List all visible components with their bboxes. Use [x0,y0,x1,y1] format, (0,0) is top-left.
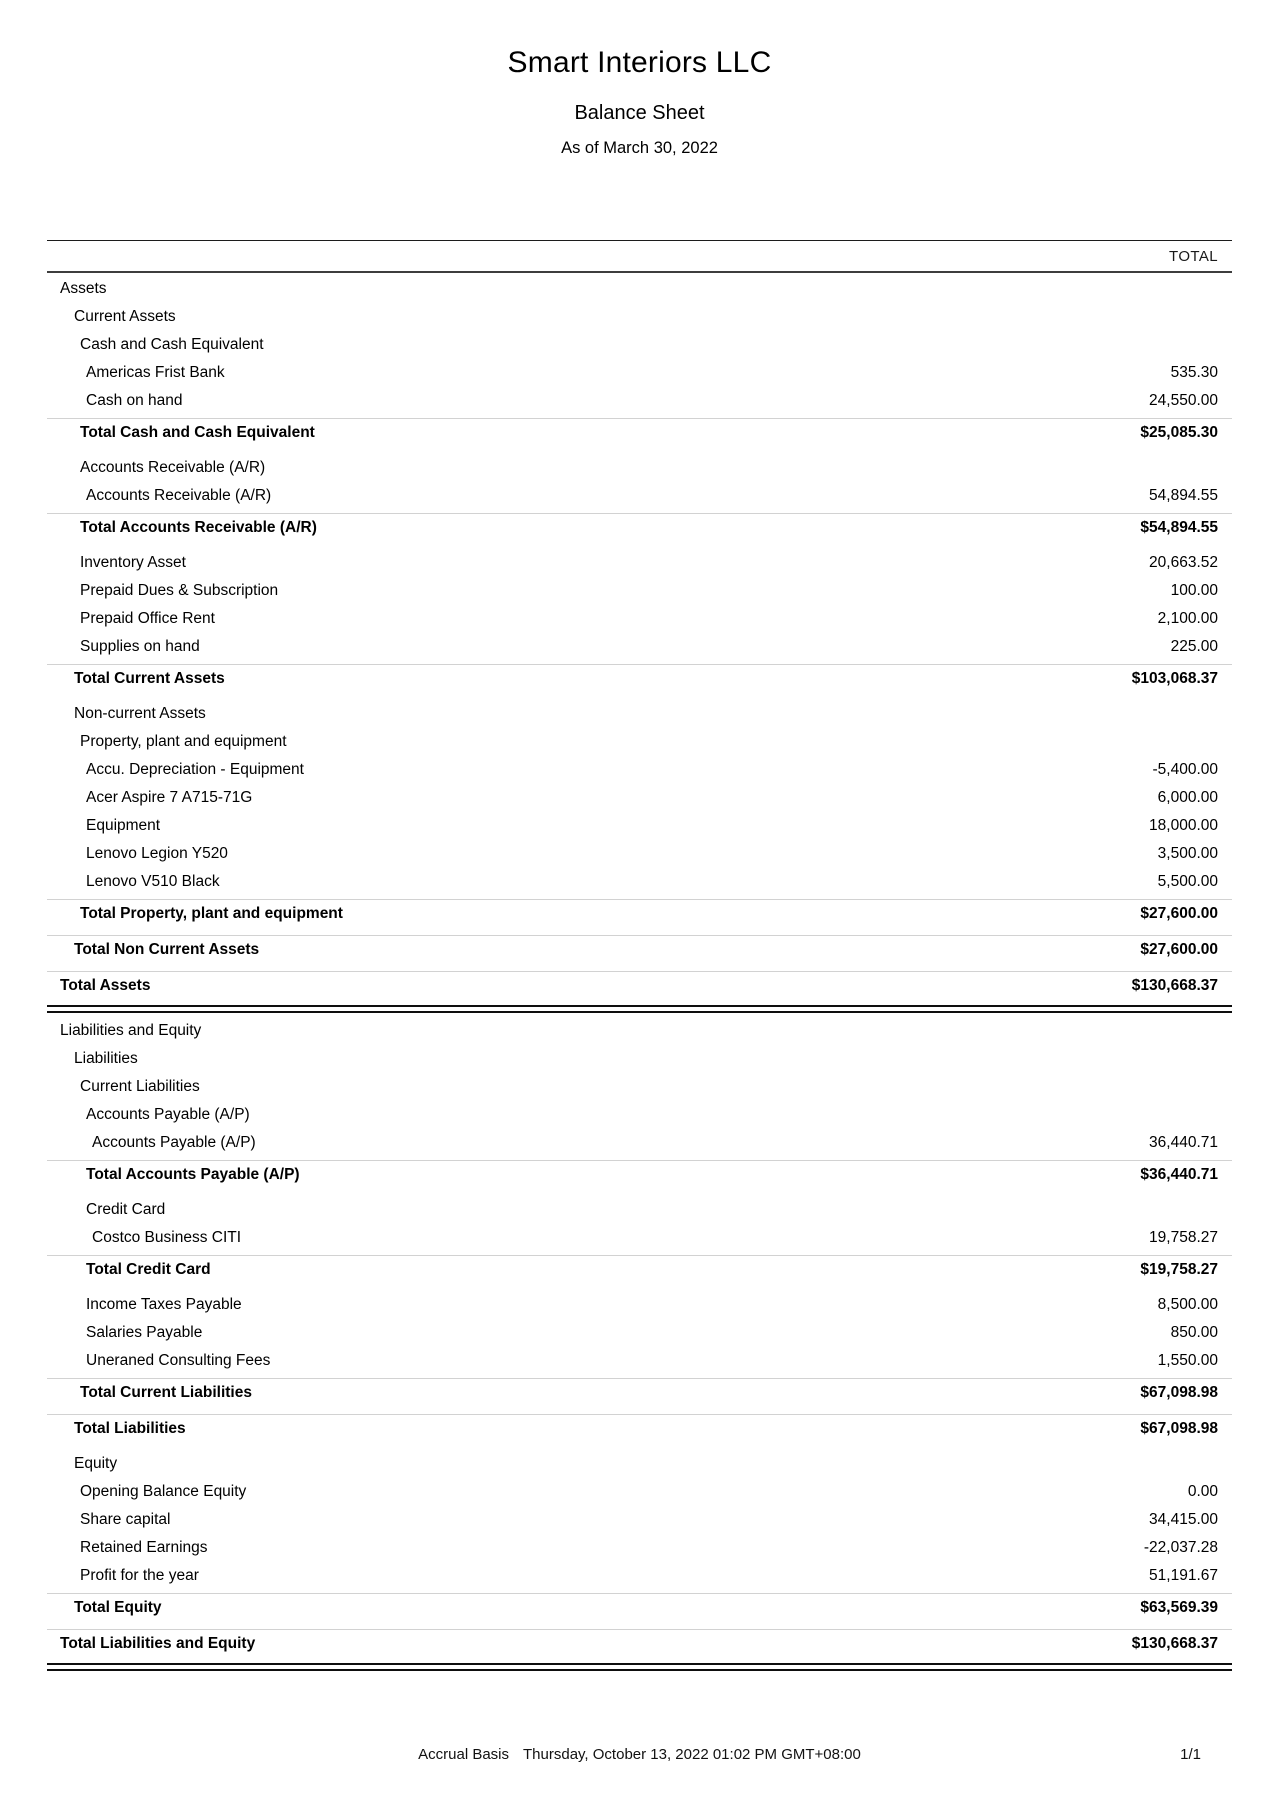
row-value: 850.00 [1170,1324,1218,1341]
table-row [47,359,1232,387]
row-label: Costco Business CITI [92,1229,242,1246]
row-value: 1,550.00 [1157,1352,1218,1369]
row-label: Liabilities and Equity [60,1022,202,1039]
row-label: Accounts Payable (A/P) [86,1106,250,1123]
table-row [47,633,1232,661]
balance-sheet-rows [47,273,1232,1671]
row-label: Inventory Asset [80,554,186,571]
footer-center-text [0,1746,1279,1763]
row-value: 6,000.00 [1157,789,1218,806]
row-label: Total Accounts Receivable (A/R) [80,519,317,536]
table-row [47,868,1232,896]
table-row [47,513,1232,542]
table-row [47,1562,1232,1590]
row-value: $67,098.98 [1140,1384,1218,1401]
table-row [47,1129,1232,1157]
table-row [47,1101,1232,1129]
table-row [47,899,1232,928]
table-row [47,1017,1232,1045]
row-value: 8,500.00 [1157,1296,1218,1313]
double-rule-divider [47,1005,1232,1013]
table-row [47,1478,1232,1506]
table-row [47,303,1232,331]
table-row [47,1629,1232,1658]
row-value: 18,000.00 [1149,817,1218,834]
double-rule-divider [47,1663,1232,1671]
table-row [47,728,1232,756]
row-label: Accounts Receivable (A/R) [86,487,272,504]
row-label: Lenovo V510 Black [86,873,220,890]
row-label: Equity [74,1455,118,1472]
row-label: Accounts Payable (A/P) [92,1134,256,1151]
row-label: Supplies on hand [80,638,200,655]
table-row [47,1319,1232,1347]
table-row [47,1506,1232,1534]
company-name: Smart Interiors LLC [507,46,772,79]
report-footer [0,1746,1279,1763]
row-label: Retained Earnings [80,1539,208,1556]
row-value: $27,600.00 [1140,905,1218,922]
total-column-header: TOTAL [1169,248,1218,265]
row-value: 20,663.52 [1149,554,1218,571]
row-value: 225.00 [1170,638,1218,655]
row-value: $103,068.37 [1131,670,1218,687]
row-label: Prepaid Dues & Subscription [80,582,279,599]
row-label: Liabilities [74,1050,138,1067]
table-row [47,1291,1232,1319]
row-label: Opening Balance Equity [80,1483,247,1500]
table-row [47,387,1232,415]
table-header-row [47,240,1232,273]
row-label: Accounts Receivable (A/R) [80,459,266,476]
row-label: Cash and Cash Equivalent [80,336,264,353]
balance-sheet-table [47,240,1232,1675]
row-value: 36,440.71 [1149,1134,1218,1151]
table-row [47,784,1232,812]
row-value: -22,037.28 [1143,1539,1218,1556]
table-row [47,605,1232,633]
row-label: Share capital [80,1511,171,1528]
row-value: 3,500.00 [1157,845,1218,862]
row-label: Assets [60,280,107,297]
row-label: Uneraned Consulting Fees [86,1352,271,1369]
row-label: Total Credit Card [86,1261,211,1278]
row-value: $25,085.30 [1140,424,1218,441]
table-row [47,331,1232,359]
table-row [47,756,1232,784]
table-row [47,1160,1232,1189]
row-label: Lenovo Legion Y520 [86,845,228,862]
table-row [47,418,1232,447]
page-number: 1/1 [1180,1746,1201,1763]
row-label: Total Current Assets [74,670,225,687]
row-label: Total Liabilities and Equity [60,1635,256,1652]
row-label: Total Equity [74,1599,162,1616]
accounting-basis: Accrual Basis [418,1746,510,1763]
table-row [47,664,1232,693]
table-row [47,1534,1232,1562]
row-value: 5,500.00 [1157,873,1218,890]
row-label: Acer Aspire 7 A715-71G [86,789,253,806]
row-label: Americas Frist Bank [86,364,225,381]
row-value: $67,098.98 [1140,1420,1218,1437]
row-value: 535.30 [1170,364,1218,381]
row-value: 2,100.00 [1157,610,1218,627]
table-row [47,1347,1232,1375]
report-generated-timestamp: Thursday, October 13, 2022 01:02 PM GMT+08:00 [523,1746,861,1763]
row-value: 51,191.67 [1149,1567,1218,1584]
report-title: Balance Sheet [574,102,705,124]
table-row [47,1593,1232,1622]
table-row [47,935,1232,964]
report-header [0,0,1279,158]
row-value: 19,758.27 [1149,1229,1218,1246]
row-label: Current Liabilities [80,1078,200,1095]
row-value: $27,600.00 [1140,941,1218,958]
row-value: 34,415.00 [1149,1511,1218,1528]
table-row [47,1255,1232,1284]
row-label: Total Property, plant and equipment [80,905,343,922]
table-row [47,1073,1232,1101]
row-label: Total Accounts Payable (A/P) [86,1166,300,1183]
row-label: Total Liabilities [74,1420,186,1437]
row-label: Profit for the year [80,1567,199,1584]
row-label: Non-current Assets [74,705,206,722]
row-value: $19,758.27 [1140,1261,1218,1278]
row-value: -5,400.00 [1152,761,1218,778]
row-value: 54,894.55 [1149,487,1218,504]
row-label: Total Non Current Assets [74,941,260,958]
row-value: $36,440.71 [1140,1166,1218,1183]
row-value: $54,894.55 [1140,519,1218,536]
row-label: Salaries Payable [86,1324,203,1341]
row-label: Cash on hand [86,392,183,409]
row-value: 0.00 [1187,1483,1218,1500]
row-label: Total Assets [60,977,151,994]
row-label: Prepaid Office Rent [80,610,215,627]
row-value: 100.00 [1170,582,1218,599]
row-label: Accu. Depreciation - Equipment [86,761,304,778]
table-row [47,1224,1232,1252]
table-row [47,482,1232,510]
row-label: Current Assets [74,308,176,325]
row-label: Property, plant and equipment [80,733,287,750]
table-row [47,1414,1232,1443]
row-label: Total Cash and Cash Equivalent [80,424,315,441]
table-row [47,971,1232,1000]
table-row [47,700,1232,728]
table-row [47,275,1232,303]
row-label: Income Taxes Payable [86,1296,242,1313]
table-row [47,1196,1232,1224]
table-row [47,454,1232,482]
table-row [47,1378,1232,1407]
row-value: $130,668.37 [1131,977,1218,994]
table-row [47,1045,1232,1073]
row-label: Credit Card [86,1201,166,1218]
report-date: As of March 30, 2022 [561,139,718,157]
row-label: Total Current Liabilities [80,1384,252,1401]
table-row [47,577,1232,605]
table-row [47,812,1232,840]
table-row [47,840,1232,868]
row-value: $130,668.37 [1131,1635,1218,1652]
table-row [47,549,1232,577]
row-value: $63,569.39 [1140,1599,1218,1616]
row-label: Equipment [86,817,161,834]
table-row [47,1450,1232,1478]
row-value: 24,550.00 [1149,392,1218,409]
